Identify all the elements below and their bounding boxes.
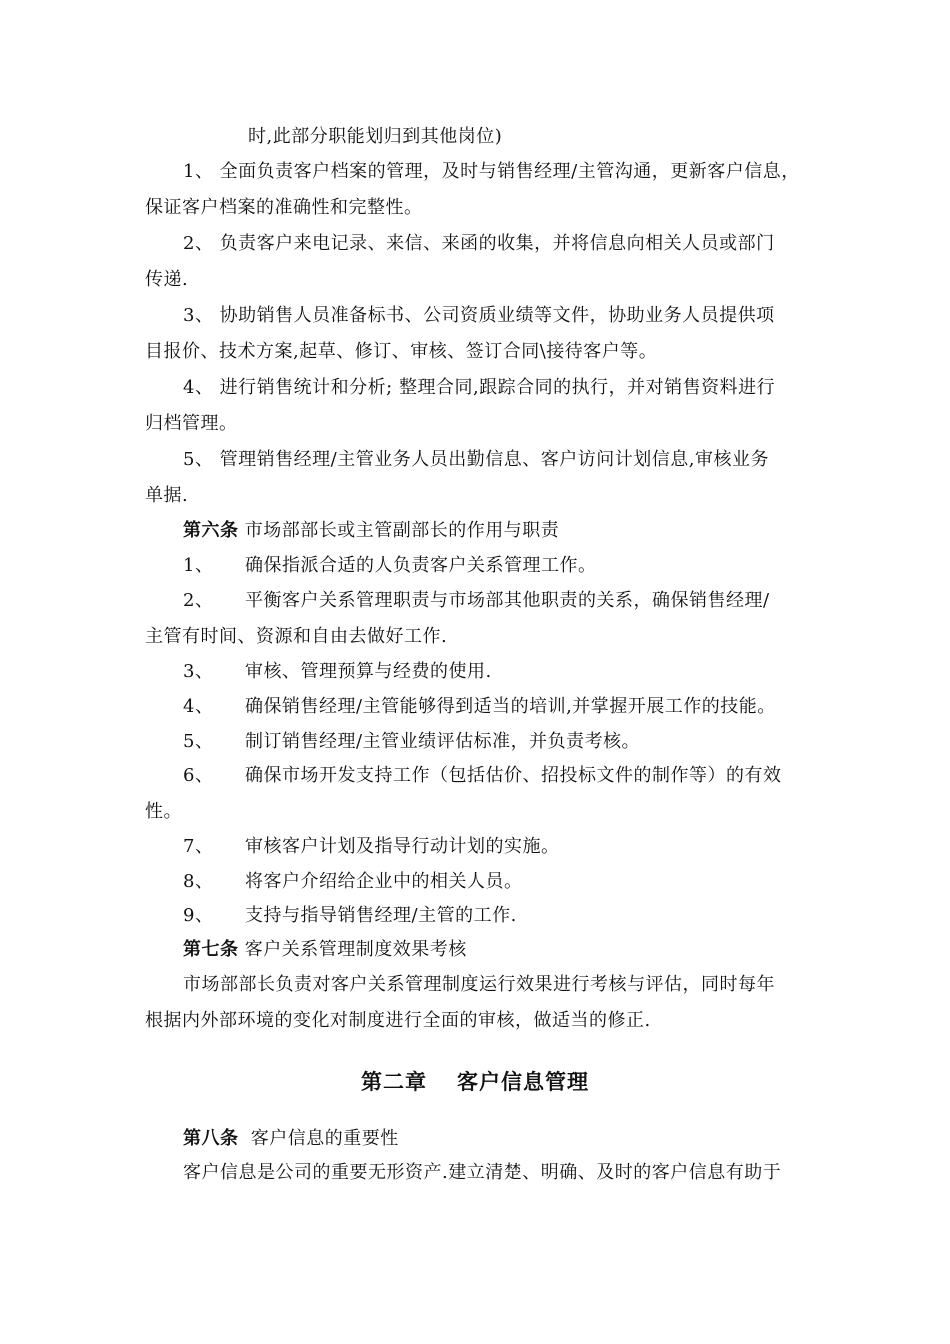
duty-b-3-text: 审核、管理预算与经费的使用. <box>245 661 492 682</box>
duty-b-6-cont: 性。 <box>145 801 182 822</box>
chapter-2-label: 第二章 <box>361 1070 427 1094</box>
intro-tail-line: 时,此部分职能划归到其他岗位) <box>248 126 503 147</box>
duty-b-4 <box>183 696 776 718</box>
duty-b-5 <box>183 731 640 753</box>
duty-b-9-text: 支持与指导销售经理/主管的工作. <box>245 905 517 926</box>
duty-b-4-number: 4、 <box>183 696 214 717</box>
duty-b-1-text: 确保指派合适的人负责客户关系管理工作。 <box>245 555 597 576</box>
duty-b-2 <box>183 590 770 612</box>
article-8-title: 客户信息的重要性 <box>250 1128 399 1149</box>
duty-a-2-line1: 2、 负责客户来电记录、来信、来函的收集，并将信息向相关人员或部门 <box>183 233 775 254</box>
duty-b-1-number: 1、 <box>183 555 214 576</box>
duty-b-8-text: 将客户介绍给企业中的相关人员。 <box>245 871 523 892</box>
duty-a-5-line2: 单据. <box>145 485 189 506</box>
duty-b-8-number: 8、 <box>183 871 214 892</box>
chapter-2-title: 客户信息管理 <box>457 1070 589 1094</box>
duty-a-1-line2: 保证客户档案的准确性和完整性。 <box>145 197 423 218</box>
duty-b-2-number: 2、 <box>183 590 214 611</box>
duty-a-5-line1: 5、 管理销售经理/主管业务人员出勤信息、客户访问计划信息,审核业务 <box>183 449 769 470</box>
duty-b-3-number: 3、 <box>183 661 214 682</box>
duty-b-6-text: 确保市场开发支持工作（包括估价、招投标文件的制作等）的有效 <box>245 765 782 786</box>
article-8-heading <box>183 1128 399 1150</box>
duty-b-6 <box>183 765 782 787</box>
duty-a-4-line2: 归档管理。 <box>145 413 238 434</box>
duty-a-3-line2: 目报价、技术方案,起草、修订、审核、签订合同\接待客户等。 <box>145 341 658 362</box>
duty-a-2-line2: 传递. <box>145 269 189 290</box>
article-6-heading <box>183 520 559 542</box>
duty-b-2-text: 平衡客户关系管理职责与市场部其他职责的关系，确保销售经理/ <box>245 590 770 611</box>
duty-a-4-line1: 4、 进行销售统计和分析; 整理合同,跟踪合同的执行，并对销售资料进行 <box>183 377 776 398</box>
duty-a-3-line1: 3、 协助销售人员准备标书、公司资质业绩等文件，协助业务人员提供项 <box>183 305 775 326</box>
article-6-label: 第六条 <box>183 520 239 541</box>
duty-b-4-text: 确保销售经理/主管能够得到适当的培训,并掌握开展工作的技能。 <box>245 696 776 717</box>
article-8-label: 第八条 <box>183 1128 239 1149</box>
article-6-title: 市场部部长或主管副部长的作用与职责 <box>244 520 560 541</box>
duty-b-6-number: 6、 <box>183 765 214 786</box>
chapter-2-heading <box>0 1066 950 1096</box>
article-8-body: 客户信息是公司的重要无形资产.建立清楚、明确、及时的客户信息有助于 <box>183 1162 782 1183</box>
duty-b-7-number: 7、 <box>183 836 214 857</box>
article-7-label: 第七条 <box>183 939 239 960</box>
article-7-heading <box>183 939 467 961</box>
duty-b-7 <box>183 836 560 858</box>
article-7-body-line2: 根据内外部环境的变化对制度进行全面的审核，做适当的修正. <box>145 1010 651 1031</box>
duty-b-9-number: 9、 <box>183 905 214 926</box>
duty-b-9 <box>183 905 517 927</box>
duty-b-5-text: 制订销售经理/主管业绩评估标准，并负责考核。 <box>245 731 641 752</box>
duty-b-3 <box>183 661 492 683</box>
article-7-body-line1: 市场部部长负责对客户关系管理制度运行效果进行考核与评估，同时每年 <box>183 974 775 995</box>
article-7-title: 客户关系管理制度效果考核 <box>244 939 467 960</box>
duty-b-5-number: 5、 <box>183 731 214 752</box>
duty-b-2-cont: 主管有时间、资源和自由去做好工作. <box>145 626 448 647</box>
duty-b-8 <box>183 871 523 893</box>
duty-a-1-line1: 1、 全面负责客户档案的管理，及时与销售经理/主管沟通，更新客户信息， <box>183 161 800 182</box>
duty-b-1 <box>183 555 597 577</box>
duty-b-7-text: 审核客户计划及指导行动计划的实施。 <box>245 836 560 857</box>
